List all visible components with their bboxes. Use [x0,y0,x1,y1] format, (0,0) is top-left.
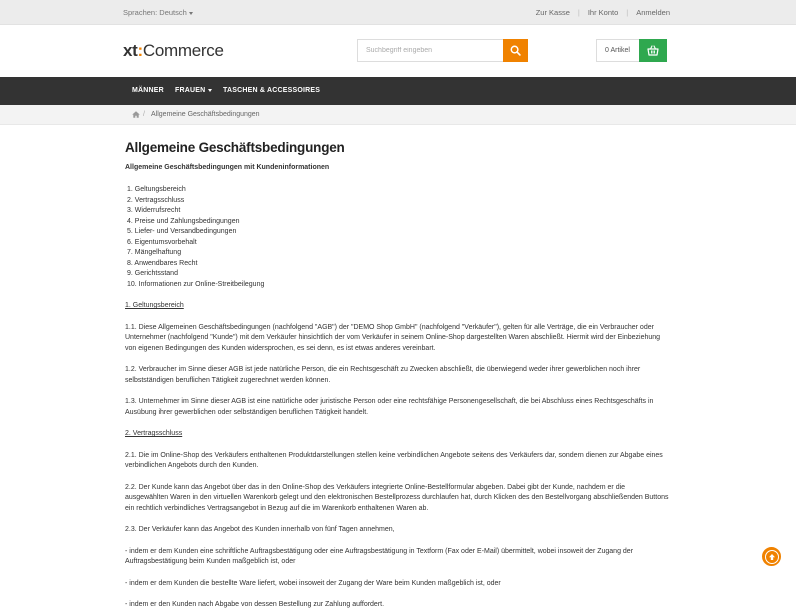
toc-item: 5. Liefer- und Versandbedingungen [127,228,237,235]
toc-item: 6. Eigentumsvorbehalt [127,238,197,246]
home-link[interactable] [132,111,140,120]
nav-item-taschen[interactable]: TASCHEN & ACCESSOIRES [223,87,321,94]
toc-item: 2. Vertragsschluss [127,196,185,204]
paragraph-1-3: 1.3. Unternehmer im Sinne dieser AGB ist eine natürliche oder juristische Person oder eine rechtsfähige Personengesellschaft, die bei Abschluss eines Rechtsgeschäfts in Ausübung ihrer gewerblichen oder selbständigen beruflichen Tätigkeit handelt. [125,398,654,416]
toc-item: 8. Anwendbares Recht [127,259,198,267]
account-links [536,8,670,17]
language-selector[interactable] [123,8,193,17]
toc-item: 9. Gerichtsstand [127,270,178,277]
nav-item-frauen[interactable] [175,87,212,94]
search-icon [510,45,521,56]
home-icon [132,111,140,118]
nav-item-maenner[interactable]: MÄNNER [132,87,164,94]
logo-colon: : [137,41,143,60]
search-input[interactable] [358,40,504,61]
paragraph-2-3: 2.3. Der Verkäufer kann das Angebot des Kunden innerhalb von fünf Tagen annehmen, [125,526,395,533]
link-separator: | [626,8,629,17]
shopping-basket-icon [647,45,659,56]
login-link[interactable]: Anmelden [636,8,670,17]
paragraph-2-2: 2.2. Der Kunde kann das Angebot über das in den Online-Shop des Verkäufers integrierte Online-Bestellformular abgeben. Dabei gibt der Kunde, nachdem er die ausgewählten Waren in den virtuellen Warenkorb gelegt und den elektronischen Bestellprozess durchlaufen hat, durch Klicken des den Bestellvorgang abschließenden Buttons ein rechtlich verbindliches Vertragsangebot in Bezug auf die im Warenkorb enthaltenen Waren ab. [125,483,669,512]
top-bar [0,0,796,25]
page-title: Allgemeine Geschäftsbedingungen [125,140,345,155]
page-subtitle: Allgemeine Geschäftsbedingungen mit Kundeninformationen [125,164,330,171]
paragraph-2-3-a: - indem er dem Kunden eine schriftliche Auftragsbestätigung oder eine Auftragsbestätigung in Textform (Fax oder E-Mail) übermittelt, wobei insoweit der Zugang der Auftragsbestätigung beim Kunden maßgeblich ist, oder [125,547,634,565]
caret-down-icon [189,12,193,15]
paragraph-2-3-c: - indem er den Kunden nach Abgabe von dessen Bestellung zur Zahlung auffordert. [125,601,385,608]
table-of-contents [125,185,670,290]
toc-item: 10. Informationen zur Online-Streitbeilegung [127,280,265,288]
toc-item: 1. Geltungsbereich [127,186,186,193]
toc-item: 7. Mängelhaftung [127,249,182,256]
search-button[interactable] [503,39,528,62]
paragraph-1-2: 1.2. Verbraucher im Sinne dieser AGB ist jede natürliche Person, die ein Rechtsgeschäft zu Zwecken abschließt, die überwiegend weder ihrer gewerblichen noch ihrer selbstständigen beruflichen Tätigkeit zugerechnet werden können. [125,366,641,384]
search-box [357,39,528,62]
nav-item-frauen-label: FRAUEN [175,87,206,94]
section-heading-vertragsschluss: 2. Vertragsschluss [125,430,183,437]
toc-item: 4. Preise und Zahlungsbedingungen [127,217,240,225]
main-nav [0,77,796,105]
breadcrumb [0,105,796,125]
caret-down-icon [208,89,212,92]
checkout-link[interactable]: Zur Kasse [535,8,570,17]
link-separator: | [577,8,580,17]
toc-item: 3. Widerrufsrecht [127,207,181,214]
breadcrumb-current: Allgemeine Geschäftsbedingungen [151,111,260,118]
logo-commerce: Commerce [142,41,224,60]
cart-count: 0 Artikel [605,47,630,54]
main-content [125,140,670,611]
paragraph-2-3-b: - indem er dem Kunden die bestellte Ware liefert, wobei insoweit der Zugang der Ware beim Kunden maßgeblich ist, oder [125,579,501,587]
site-header [0,25,796,77]
site-logo[interactable] [123,41,224,61]
cart-widget[interactable] [596,39,667,62]
language-label: Sprachen: Deutsch [123,8,187,17]
paragraph-2-1: 2.1. Die im Online-Shop des Verkäufers enthaltenen Produktdarstellungen stellen keine verbindlichen Angebote seitens des Verkäufers dar, sondern dienen zur Abgabe eines verbindlichen Angebots durch den Kunden. [125,451,663,469]
paragraph-1-1: 1.1. Diese Allgemeinen Geschäftsbedingungen (nachfolgend "AGB") der "DEMO Shop GmbH" (nachfolgend "Verkäufer"), gelten für alle Verträge, die ein Verbraucher oder Unternehmer (nachfolgend "Kunde") mit dem Verkäufer hinsichtlich der vom Verkäufer in seinem Online-Shop dargestellten Waren abschließt. Hiermit wird der Einbeziehung von eigenen Bedingungen des Kunden widersprochen, es sei denn, es ist etwas anderes vereinbart. [125,323,661,352]
scroll-top-button[interactable] [762,547,781,566]
arrow-up-circle-icon [765,550,779,564]
account-link[interactable]: Ihr Konto [587,8,619,17]
logo-xt: xt [123,41,138,60]
section-heading-geltungsbereich: 1. Geltungsbereich [125,302,184,309]
arrow-up-icon [768,553,776,561]
breadcrumb-separator: / [143,111,145,118]
cart-button[interactable] [639,39,667,62]
